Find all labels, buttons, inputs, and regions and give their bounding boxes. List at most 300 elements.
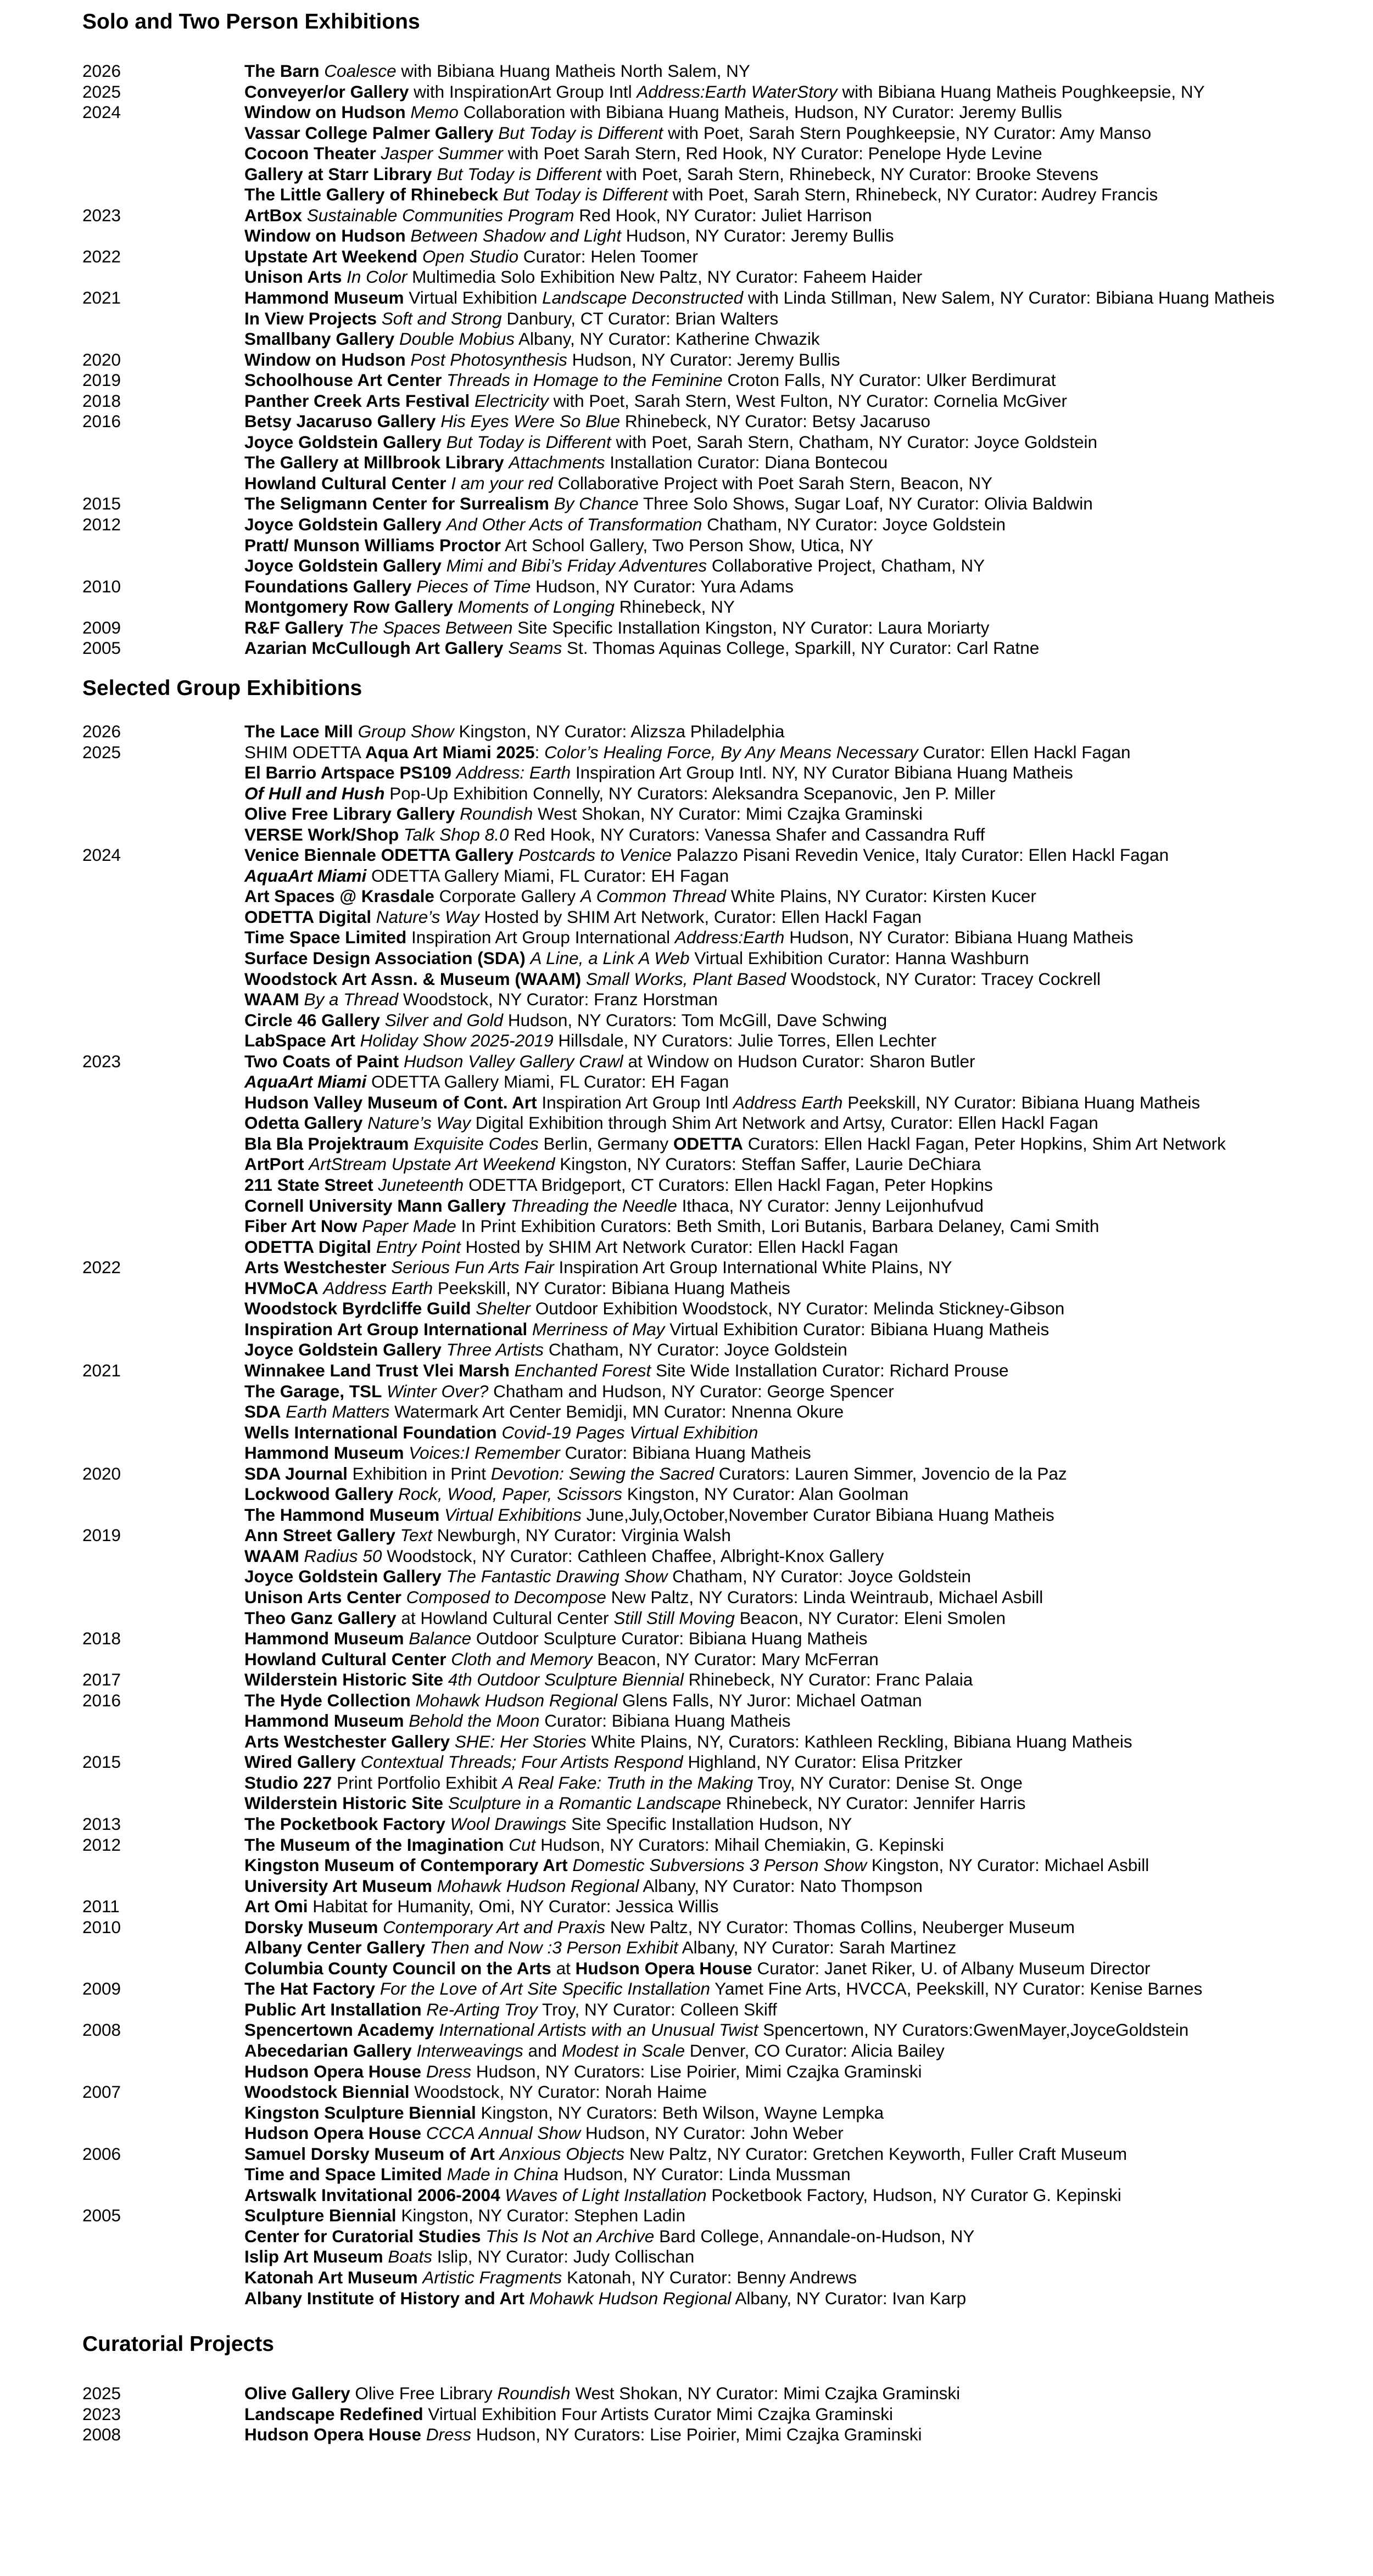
venue-name: Inspiration Art Group International — [244, 1319, 528, 1339]
exhibition-entry — [244, 473, 992, 494]
venue-name: Arts Westchester — [244, 1257, 387, 1278]
venue-name: Art Omi — [244, 1896, 308, 1917]
exhibition-year: 2024 — [82, 102, 121, 122]
exhibition-year: 2007 — [82, 2082, 121, 2102]
exhibition-year: 2005 — [82, 2205, 121, 2226]
exhibition-entry — [244, 432, 1097, 453]
venue-name: Howland Cultural Center — [244, 473, 446, 493]
exhibition-details: Curators: Ellen Hackl Fagan, Peter Hopkins, Shim Art Network — [747, 1133, 1226, 1153]
venue-name: Vassar College Palmer Gallery — [244, 122, 494, 143]
exhibition-title: Sustainable Communities Program — [306, 205, 574, 225]
venue-name: Albany Institute of History and Art — [244, 2288, 524, 2308]
exhibition-details: In Print Exhibition Curators: Beth Smith, Lori Butanis, Barbara Delaney, Cami Smith — [461, 1216, 1099, 1236]
venue-name: Bla Bla Projektraum — [244, 1133, 409, 1153]
exhibition-row — [0, 576, 1373, 597]
exhibition-row — [0, 2205, 1373, 2226]
exhibition-entry — [244, 370, 1056, 391]
venue-name: Abecedarian Gallery — [244, 2041, 412, 2060]
venue-name: The Barn — [244, 61, 320, 81]
exhibition-entry — [244, 205, 872, 226]
exhibition-details: at Howland Cultural Center — [401, 1608, 609, 1628]
exhibition-title: Anxious Objects — [499, 2143, 625, 2164]
exhibition-details: Denver, CO Curator: Alicia Bailey — [689, 2041, 945, 2060]
exhibition-details: Hudson, NY Curator: Linda Mussman — [563, 2164, 851, 2185]
exhibition-details: Virtual Exhibition — [409, 288, 538, 308]
exhibition-details: Chatham, NY Curator: Joyce Goldstein — [707, 514, 1006, 535]
exhibition-entry — [244, 1649, 879, 1670]
exhibition-entry — [244, 1154, 981, 1175]
venue-name: Spencertown Academy — [244, 2020, 434, 2040]
exhibition-details: Hillsdale, NY Curators: Julie Torres, Ellen Lechter — [558, 1031, 937, 1051]
venue-name: Window on Hudson — [244, 349, 406, 369]
exhibition-entry — [244, 1340, 847, 1360]
exhibition-details: Rhinebeck, NY Curator: Jennifer Harris — [725, 1793, 1026, 1813]
exhibition-year: 2019 — [82, 1525, 121, 1545]
exhibition-entry — [244, 556, 985, 576]
exhibition-row — [0, 1278, 1373, 1299]
exhibition-details: Pocketbook Factory, Hudson, NY Curator G. Kepinski — [711, 2185, 1121, 2205]
exhibition-row — [0, 1113, 1373, 1134]
exhibition-details: Hudson, NY Curator: Yura Adams — [535, 576, 794, 596]
exhibition-title: Exquisite Codes — [414, 1133, 539, 1153]
exhibition-entry — [244, 825, 985, 845]
exhibition-details: Danbury, CT Curator: Brian Walters — [506, 308, 779, 328]
venue-name: Samuel Dorsky Museum of Art — [244, 2143, 495, 2164]
exhibition-year: 2012 — [82, 514, 121, 535]
exhibition-year: 2013 — [82, 1813, 121, 1834]
venue-name: Window on Hudson — [244, 226, 406, 246]
exhibition-entry — [244, 1257, 952, 1278]
exhibition-title: ArtStream Upstate Art Weekend — [309, 1154, 555, 1174]
exhibition-title: For the Love of Art Site Specific Installation — [379, 1979, 710, 1999]
exhibition-row — [0, 1423, 1373, 1443]
exhibition-row — [0, 1298, 1373, 1319]
exhibition-row — [0, 1732, 1373, 1752]
exhibition-row — [0, 1381, 1373, 1402]
venue-name: The Lace Mill — [244, 721, 353, 741]
exhibition-title: Juneteenth — [378, 1175, 464, 1195]
exhibition-row — [0, 1134, 1373, 1155]
exhibition-entry — [244, 1773, 1023, 1794]
venue-name: Foundations Gallery — [244, 576, 412, 596]
exhibition-row — [0, 1257, 1373, 1278]
venue-name: Theo Ganz Gallery — [244, 1608, 397, 1628]
exhibition-details: with Poet, Sarah Stern, Rhinebeck, NY Curator: Audrey Francis — [672, 184, 1158, 205]
exhibition-title: His Eyes Were So Blue — [440, 411, 621, 432]
exhibition-details: Spencertown, NY Curators:GwenMayer,JoyceGoldstein — [763, 2020, 1189, 2040]
exhibition-row — [0, 1340, 1373, 1360]
venue-name: Betsy Jacaruso Gallery — [244, 411, 436, 432]
exhibition-row — [0, 927, 1373, 948]
venue-name: The Hat Factory — [244, 1979, 376, 1999]
exhibition-entry — [244, 2247, 694, 2267]
venue-name: Joyce Goldstein Gallery — [244, 514, 442, 535]
exhibition-details: Hudson, NY Curators: Mihail Chemiakin, G. Kepinski — [540, 1834, 944, 1855]
exhibition-entry — [244, 1690, 922, 1711]
venue-name: ODETTA — [673, 1133, 744, 1153]
exhibition-title: Attachments — [509, 452, 605, 473]
exhibition-details: Hosted by SHIM Art Network Curator: Ellen Hackl Fagan — [465, 1236, 898, 1257]
exhibition-entry — [244, 1711, 791, 1732]
exhibition-row — [0, 1546, 1373, 1567]
venue-name: The Hammond Museum — [244, 1504, 440, 1525]
exhibition-entry — [244, 1298, 1064, 1319]
exhibition-entry — [244, 1278, 790, 1299]
exhibition-entry — [244, 1505, 1054, 1526]
exhibition-title: Merriness of May — [532, 1319, 665, 1339]
venue-name: Woodstock Art Assn. & Museum (WAAM) — [244, 968, 582, 989]
exhibition-details: with Poet, Sarah Stern, Chatham, NY Curator: Joyce Goldstein — [616, 432, 1098, 452]
exhibition-row — [0, 783, 1373, 804]
exhibition-title: In Color — [347, 267, 408, 287]
exhibition-title: Address Earth — [733, 1092, 843, 1112]
exhibition-row — [0, 2226, 1373, 2247]
exhibition-details: Peekskill, NY Curator: Bibiana Huang Matheis — [847, 1092, 1201, 1112]
exhibition-details: Troy, NY Curator: Colleen Skiff — [542, 1999, 777, 2019]
exhibition-year: 2019 — [82, 370, 121, 390]
exhibition-year: 2018 — [82, 390, 121, 411]
venue-name: LabSpace Art — [244, 1031, 355, 1051]
exhibition-year: 2005 — [82, 638, 121, 658]
exhibition-row — [0, 969, 1373, 990]
exhibition-row — [0, 432, 1373, 453]
venue-name: Wilderstein Historic Site — [244, 1793, 444, 1813]
exhibition-details: Inspiration Art Group International — [411, 927, 671, 948]
exhibition-row — [0, 1793, 1373, 1814]
exhibition-details: Bard College, Annandale-on-Hudson, NY — [659, 2226, 975, 2246]
exhibition-details: Beacon, NY Curator: Eleni Smolen — [739, 1608, 1006, 1628]
venue-name: Hammond Museum — [244, 1711, 404, 1731]
exhibition-entry — [244, 1175, 993, 1196]
exhibition-title: I am your red — [451, 473, 553, 493]
exhibition-year: 2018 — [82, 1628, 121, 1649]
exhibition-year: 2006 — [82, 2143, 121, 2164]
venue-name: Venice Biennale ODETTA Gallery — [244, 845, 514, 865]
exhibition-details: Habitat for Humanity, Omi, NY Curator: Jessica Willis — [312, 1896, 719, 1917]
exhibition-entry — [244, 2041, 945, 2062]
exhibition-row — [0, 742, 1373, 763]
exhibition-details: and — [528, 2041, 557, 2060]
exhibition-details: Troy, NY Curator: Denise St. Onge — [757, 1772, 1023, 1793]
exhibition-entry — [244, 866, 729, 887]
exhibition-row — [0, 1464, 1373, 1485]
exhibition-title: Postcards to Venice — [518, 845, 672, 865]
exhibition-row — [0, 1175, 1373, 1196]
exhibition-entry — [244, 2103, 884, 2124]
exhibition-details: at — [556, 1958, 571, 1978]
exhibition-row — [0, 948, 1373, 969]
exhibition-entry — [244, 1423, 758, 1443]
exhibition-entry — [244, 350, 840, 371]
solo-exhibitions-list — [0, 61, 1373, 659]
exhibition-year: 2015 — [82, 494, 121, 514]
exhibition-entry — [244, 102, 1062, 123]
exhibition-row — [0, 2164, 1373, 2185]
exhibition-title: Mimi and Bibi’s Friday Adventures — [446, 556, 707, 576]
exhibition-details: Kingston, NY Curator: Alan Goolman — [627, 1484, 909, 1504]
exhibition-entry — [244, 576, 794, 597]
exhibition-row — [0, 1876, 1373, 1897]
exhibition-title: The Fantastic Drawing Show — [446, 1566, 668, 1587]
exhibition-entry — [244, 1628, 868, 1649]
exhibition-title: Earth Matters — [286, 1402, 390, 1422]
venue-name: Window on Hudson — [244, 102, 406, 122]
exhibition-row — [0, 804, 1373, 825]
exhibition-title: Dress — [426, 2061, 472, 2081]
exhibition-title: Virtual Exhibitions — [444, 1504, 582, 1525]
venue-name: VERSE Work/Shop — [244, 824, 399, 844]
exhibition-row — [0, 1505, 1373, 1526]
exhibition-details: St. Thomas Aquinas College, Sparkill, NY Curator: Carl Ratne — [567, 638, 1040, 658]
exhibition-year: 2023 — [82, 205, 121, 225]
venue-name: Wilderstein Historic Site — [244, 1670, 444, 1690]
venue-name: The Pocketbook Factory — [244, 1813, 445, 1834]
exhibition-details: Exhibition in Print — [352, 1463, 487, 1483]
exhibition-title: Holiday Show 2025-2019 — [360, 1031, 554, 1051]
exhibition-details: Glens Falls, NY Juror: Michael Oatman — [622, 1690, 922, 1710]
exhibition-entry — [244, 1814, 852, 1835]
exhibition-entry — [244, 907, 922, 928]
venue-name: The Seligmann Center for Surrealism — [244, 494, 549, 514]
venue-name: Pratt/ Munson Williams Proctor — [244, 535, 501, 555]
exhibition-entry — [244, 1072, 729, 1093]
exhibition-details: Katonah, NY Curator: Benny Andrews — [566, 2267, 857, 2288]
exhibition-row — [0, 205, 1373, 226]
venue-name: Woodstock Biennial — [244, 2082, 410, 2102]
exhibition-year: 2009 — [82, 1979, 121, 1999]
venue-name: Gallery at Starr Library — [244, 164, 432, 184]
exhibition-row — [0, 845, 1373, 866]
exhibition-entry — [244, 494, 1093, 514]
exhibition-details: Red Hook, NY Curator: Juliet Harrison — [579, 205, 872, 225]
exhibition-details: Newburgh, NY Curator: Virginia Walsh — [437, 1525, 731, 1545]
venue-name: Upstate Art Weekend — [244, 246, 418, 266]
exhibition-entry — [244, 411, 930, 432]
exhibition-details: Virtual Exhibition Four Artists Curator Mimi Czajka Graminski — [428, 2404, 894, 2424]
exhibition-row — [0, 1690, 1373, 1711]
venue-name: Smallbany Gallery — [244, 329, 395, 349]
exhibition-details: Hudson, NY Curators: Lise Poirier, Mimi Czajka Graminski — [476, 2061, 922, 2081]
exhibition-row — [0, 1443, 1373, 1464]
exhibition-title: Domestic Subversions 3 Person Show — [572, 1855, 867, 1875]
exhibition-details: Collaborative Project, Chatham, NY — [711, 556, 985, 576]
exhibition-entry — [244, 1360, 1009, 1381]
exhibition-entry — [244, 1958, 1150, 1979]
exhibition-row — [0, 1216, 1373, 1237]
exhibition-entry — [244, 1093, 1200, 1113]
venue-name: Joyce Goldstein Gallery — [244, 556, 442, 576]
exhibition-title: Silver and Gold — [384, 1010, 504, 1030]
exhibition-entry — [244, 143, 1042, 164]
exhibition-row — [0, 2288, 1373, 2309]
exhibition-title: This Is Not an Archive — [485, 2226, 655, 2246]
exhibition-title: Address Earth — [323, 1278, 433, 1298]
exhibition-entry — [244, 804, 923, 825]
exhibition-entry — [244, 452, 888, 473]
exhibition-details: Site Wide Installation Curator: Richard Prouse — [656, 1360, 1009, 1380]
venue-name: Unison Arts Center — [244, 1587, 401, 1607]
exhibition-title: Covid-19 Pages Virtual Exhibition — [501, 1422, 758, 1442]
exhibition-entry — [244, 1670, 973, 1690]
venue-name: Kingston Sculpture Biennial — [244, 2102, 476, 2123]
exhibition-title: Cut — [509, 1834, 536, 1855]
exhibition-row — [0, 556, 1373, 576]
exhibition-row — [0, 597, 1373, 618]
venue-name: Aqua Art Miami 2025 — [365, 742, 535, 762]
venue-name: Dorsky Museum — [244, 1917, 378, 1937]
venue-name: Studio 227 — [244, 1772, 332, 1793]
exhibition-row — [0, 411, 1373, 432]
exhibition-title: Nature’s Way — [367, 1113, 471, 1133]
exhibition-row — [0, 391, 1373, 412]
exhibition-details: with Poet, Sarah Stern, West Fulton, NY Curator: Cornelia McGiver — [553, 390, 1068, 411]
exhibition-details: New Paltz, NY Curator: Gretchen Keyworth, Fuller Craft Museum — [629, 2143, 1128, 2164]
exhibition-year: 2024 — [82, 845, 121, 865]
exhibition-details: Albany, NY Curator: Nato Thompson — [643, 1875, 923, 1896]
exhibition-title: Radius 50 — [304, 1545, 382, 1566]
exhibition-entry — [244, 2164, 851, 2185]
exhibition-title: Dress — [426, 2424, 472, 2445]
exhibition-year: 2020 — [82, 349, 121, 369]
exhibition-title: SHE: Her Stories — [454, 1731, 587, 1751]
venue-name: ODETTA Digital — [244, 906, 371, 927]
venue-name: The Museum of the Imagination — [244, 1834, 504, 1855]
exhibition-details: Kingston, NY Curator: Michael Asbill — [871, 1855, 1149, 1875]
exhibition-row — [0, 1525, 1373, 1546]
venue-name: SDA Journal — [244, 1463, 348, 1483]
exhibition-year: 2010 — [82, 576, 121, 596]
exhibition-entry — [244, 1608, 1006, 1629]
exhibition-title: A Real Fake: Truth in the Making — [502, 1772, 754, 1793]
venue-name: Arts Westchester Gallery — [244, 1731, 450, 1751]
exhibition-year: 2008 — [82, 2020, 121, 2040]
exhibition-title: Coalesce — [324, 61, 397, 81]
exhibition-title: Three Artists — [446, 1340, 544, 1360]
venue-name: Odetta Gallery — [244, 1113, 363, 1133]
venue-name: Katonah Art Museum — [244, 2267, 418, 2288]
exhibition-row — [0, 535, 1373, 556]
venue-name: Winnakee Land Trust Vlei Marsh — [244, 1360, 510, 1380]
exhibition-details: with Bibiana Huang Matheis North Salem, NY — [401, 61, 750, 81]
exhibition-title: Roundish — [460, 804, 533, 824]
exhibition-title: Re-Arting Troy — [426, 1999, 538, 2019]
exhibition-entry — [244, 1835, 944, 1856]
exhibition-row — [0, 2144, 1373, 2165]
venue-name: Kingston Museum of Contemporary Art — [244, 1855, 568, 1875]
venue-name: Center for Curatorial Studies — [244, 2226, 481, 2246]
venue-name: Circle 46 Gallery — [244, 1010, 380, 1030]
exhibition-entry — [244, 783, 995, 804]
exhibition-details: Inspiration Art Group Intl. NY, NY Curator Bibiana Huang Matheis — [575, 763, 1073, 783]
exhibition-title: Threading the Needle — [510, 1195, 677, 1216]
exhibition-title: Memo — [410, 102, 459, 122]
exhibition-entry — [244, 1917, 1075, 1938]
exhibition-details: Curator: Helen Toomer — [523, 246, 698, 266]
exhibition-entry — [244, 288, 1275, 309]
exhibition-row — [0, 473, 1373, 494]
exhibition-details: Rhinebeck, NY Curator: Franc Palaia — [688, 1670, 973, 1690]
exhibition-details: West Shokan, NY Curator: Mimi Czajka Graminski — [575, 2383, 961, 2403]
exhibition-row — [0, 1773, 1373, 1794]
venue-name: Hudson Opera House — [244, 2061, 422, 2081]
exhibition-entry — [244, 638, 1039, 659]
exhibition-row — [0, 2103, 1373, 2124]
exhibition-title: Balance — [409, 1628, 472, 1649]
exhibition-row — [0, 1937, 1373, 1958]
exhibition-entry — [244, 2123, 844, 2144]
exhibition-row — [0, 1958, 1373, 1979]
exhibition-title: Mohawk Hudson Regional — [437, 1875, 639, 1896]
exhibition-title: Voices:I Remember — [409, 1443, 560, 1463]
exhibition-entry — [244, 164, 1098, 185]
venue-name: ArtPort — [244, 1154, 304, 1174]
exhibition-row — [0, 164, 1373, 185]
exhibition-entry — [244, 309, 778, 329]
exhibition-title: Between Shadow and Light — [410, 226, 621, 246]
exhibition-row — [0, 1587, 1373, 1608]
exhibition-row — [0, 61, 1373, 82]
venue-name: WAAM — [244, 1545, 299, 1566]
exhibition-title: Then and Now :3 Person Exhibit — [429, 1937, 678, 1958]
exhibition-title: Behold the Moon — [409, 1711, 540, 1731]
exhibition-entry — [244, 2404, 893, 2425]
venue-name: SDA — [244, 1402, 281, 1422]
exhibition-details: Collaborative Project with Poet Sarah Stern, Beacon, NY — [557, 473, 993, 493]
exhibition-year: 2025 — [82, 742, 121, 762]
venue-name: Howland Cultural Center — [244, 1649, 446, 1669]
exhibition-title: Shelter — [476, 1298, 531, 1319]
exhibition-row — [0, 1072, 1373, 1093]
exhibition-details: Site Specific Installation Kingston, NY Curator: Laura Moriarty — [517, 617, 990, 637]
exhibition-row — [0, 1855, 1373, 1876]
exhibition-title: Soft and Strong — [381, 308, 502, 328]
exhibition-title: The Spaces Between — [348, 617, 513, 637]
exhibition-entry — [244, 1464, 1067, 1485]
exhibition-row — [0, 2424, 1373, 2445]
exhibition-year: 2021 — [82, 288, 121, 308]
exhibition-entry — [244, 535, 873, 556]
exhibition-entry — [244, 2020, 1188, 2041]
exhibition-entry — [244, 329, 820, 350]
exhibition-details: Chatham and Hudson, NY Curator: George Spencer — [493, 1381, 894, 1401]
venue-name: Olive Free Library Gallery — [244, 804, 455, 824]
exhibition-entry — [244, 969, 1101, 990]
exhibition-details: Curator: Bibiana Huang Matheis — [544, 1711, 791, 1731]
section-heading-group-exhibitions: Selected Group Exhibitions — [82, 676, 362, 700]
exhibition-row — [0, 1896, 1373, 1917]
exhibition-entry — [244, 721, 784, 742]
exhibition-entry — [244, 1134, 1226, 1155]
exhibition-details: Outdoor Sculpture Curator: Bibiana Huang Matheis — [476, 1628, 868, 1649]
exhibition-year: 2022 — [82, 1257, 121, 1278]
exhibition-entry — [244, 1010, 887, 1031]
exhibition-row — [0, 866, 1373, 887]
exhibition-title: Text — [400, 1525, 432, 1545]
exhibition-row — [0, 143, 1373, 164]
exhibition-row — [0, 82, 1373, 103]
exhibition-title: Artistic Fragments — [422, 2267, 562, 2288]
exhibition-details: Red Hook, NY Curators: Vanessa Shafer and Cassandra Ruff — [514, 824, 985, 844]
venue-name: Woodstock Byrdcliffe Guild — [244, 1298, 471, 1319]
exhibition-row — [0, 825, 1373, 845]
venue-name: Hudson Opera House — [244, 2123, 422, 2143]
exhibition-details: ODETTA Gallery Miami, FL Curator: EH Fagan — [371, 1072, 729, 1092]
venue-name: Hudson Valley Museum of Cont. Art — [244, 1092, 537, 1112]
exhibition-title-bold: AquaArt Miami — [244, 865, 367, 886]
exhibition-entry — [244, 2144, 1127, 2165]
exhibition-details: Hudson, NY Curators: Tom McGill, Dave Schwing — [507, 1010, 888, 1030]
venue-name: Artswalk Invitational 2006-2004 — [244, 2185, 500, 2205]
